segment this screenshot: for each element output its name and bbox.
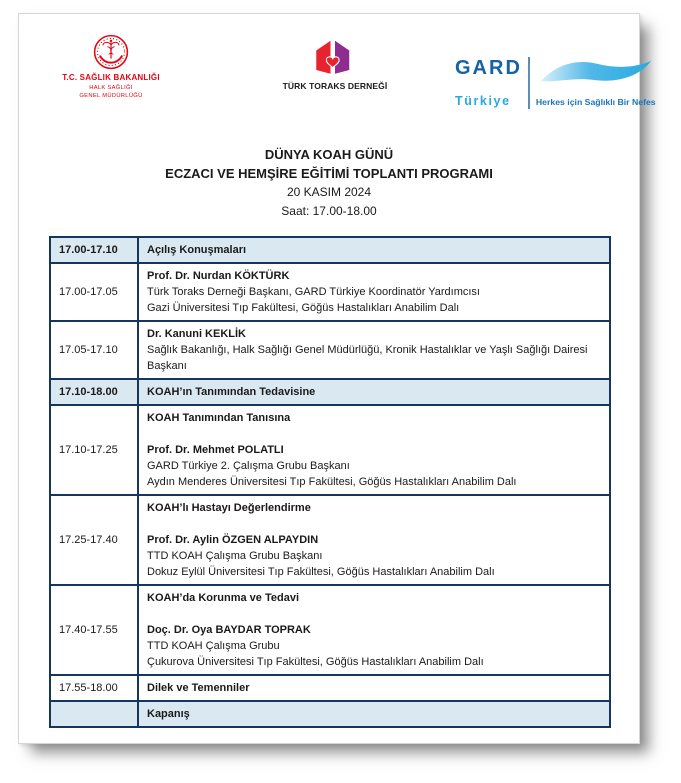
time-cell: 17.05-17.10 (50, 321, 138, 379)
document-title-block (19, 145, 639, 221)
session-detail-text: Dokuz Eylül Üniversitesi Tıp Fakültesi, Göğüs Hastalıkları Anabilim Dalı (147, 566, 495, 578)
session-detail-text: Aydın Menderes Üniversitesi Tıp Fakültesi, Göğüs Hastalıkları Anabilim Dalı (147, 476, 517, 488)
ministry-of-health-logo (49, 34, 173, 100)
time-cell (50, 701, 138, 727)
session-title-text: Prof. Dr. Aylin ÖZGEN ALPAYDIN (147, 534, 319, 546)
gard-logo-right (536, 56, 656, 110)
session-title-text: Açılış Konuşmaları (147, 244, 247, 256)
session-detail-text: Sağlık Bakanlığı, Halk Sağlığı Genel Müdürlüğü, Kronik Hastalıklar ve Yaşlı Sağlığı Dairesi Başkanı (147, 344, 588, 372)
gard-wave-icon (536, 56, 656, 88)
session-title-text: KOAH’lı Hastayı Değerlendirme (147, 502, 311, 514)
document-page (18, 13, 656, 744)
session-detail-text: TTD KOAH Çalışma Grubu Başkanı (147, 550, 323, 562)
title-date: 20 KASIM 2024 (286, 185, 372, 199)
program-table-body (50, 237, 610, 727)
session-detail-text: Gazi Üniversitesi Tıp Fakültesi, Göğüs Hastalıkları Anabilim Dalı (147, 302, 460, 314)
session-detail-text (147, 426, 601, 442)
gard-logo-region: Türkiye (455, 94, 511, 108)
ministry-logo-line3: GENEL MÜDÜRLÜĞÜ (79, 93, 143, 99)
ministry-emblem-icon (93, 34, 129, 70)
table-row (50, 379, 610, 405)
time-cell: 17.10-17.25 (50, 405, 138, 495)
session-cell (138, 701, 610, 727)
time-cell: 17.00-17.10 (50, 237, 138, 263)
time-cell: 17.00-17.05 (50, 263, 138, 321)
time-cell: 17.25-17.40 (50, 495, 138, 585)
turk-toraks-dernegi-logo (275, 39, 395, 91)
gard-logo-tagline: Herkes için Sağlıklı Bir Nefes (535, 97, 656, 107)
table-row (50, 321, 610, 379)
session-cell (138, 585, 610, 675)
session-title-text: Prof. Dr. Mehmet POLATLI (147, 444, 284, 456)
session-cell (138, 495, 610, 585)
session-cell (138, 405, 610, 495)
session-cell (138, 379, 610, 405)
table-row (50, 237, 610, 263)
title-time: Saat: 17.00-18.00 (281, 204, 377, 218)
time-cell: 17.40-17.55 (50, 585, 138, 675)
session-detail-text (147, 606, 601, 622)
program-table (49, 236, 611, 728)
table-row (50, 675, 610, 701)
session-title-text: KOAH’da Korunma ve Tedavi (147, 592, 299, 604)
table-row (50, 405, 610, 495)
session-detail-text: GARD Türkiye 2. Çalışma Grubu Başkanı (147, 460, 350, 472)
session-detail-text: TTD KOAH Çalışma Grubu (147, 640, 280, 652)
table-row (50, 495, 610, 585)
session-detail-text: Çukurova Üniversitesi Tıp Fakültesi, Göğüs Hastalıkları Anabilim Dalı (147, 656, 484, 668)
gard-turkiye-logo (455, 56, 656, 110)
title-line-2: ECZACI VE HEMŞİRE EĞİTİMİ TOPLANTI PROGRAMI (165, 166, 493, 181)
session-title-text: Doç. Dr. Oya BAYDAR TOPRAK (147, 624, 311, 636)
time-cell: 17.10-18.00 (50, 379, 138, 405)
session-detail-text (147, 516, 601, 532)
time-cell: 17.55-18.00 (50, 675, 138, 701)
gard-logo-divider (528, 57, 530, 109)
table-row (50, 585, 610, 675)
session-title-text: KOAH’ın Tanımından Tedavisine (147, 386, 316, 398)
ministry-logo-line2: HALK SAĞLIĞI (89, 85, 133, 91)
session-title-text: Dr. Kanuni KEKLİK (147, 328, 247, 340)
table-row (50, 701, 610, 727)
session-title-text: KOAH Tanımından Tanısına (147, 412, 291, 424)
session-detail-text: Türk Toraks Derneği Başkanı, GARD Türkiye Koordinatör Yardımcısı (147, 286, 480, 298)
session-title-text: Kapanış (147, 708, 190, 720)
session-cell (138, 237, 610, 263)
gard-logo-name: GARD (455, 57, 522, 79)
session-cell (138, 675, 610, 701)
toraks-lungs-icon (314, 39, 356, 77)
session-cell (138, 263, 610, 321)
session-cell (138, 321, 610, 379)
title-line-1: DÜNYA KOAH GÜNÜ (264, 147, 394, 162)
session-title-text: Prof. Dr. Nurdan KÖKTÜRK (147, 270, 290, 282)
ministry-logo-line1: T.C. SAĞLIK BAKANLIĞI (62, 73, 160, 82)
gard-logo-wordmark (455, 56, 528, 110)
session-title-text: Dilek ve Temenniler (147, 682, 250, 694)
toraks-logo-label: TÜRK TORAKS DERNEĞİ (282, 81, 388, 91)
table-row (50, 263, 610, 321)
